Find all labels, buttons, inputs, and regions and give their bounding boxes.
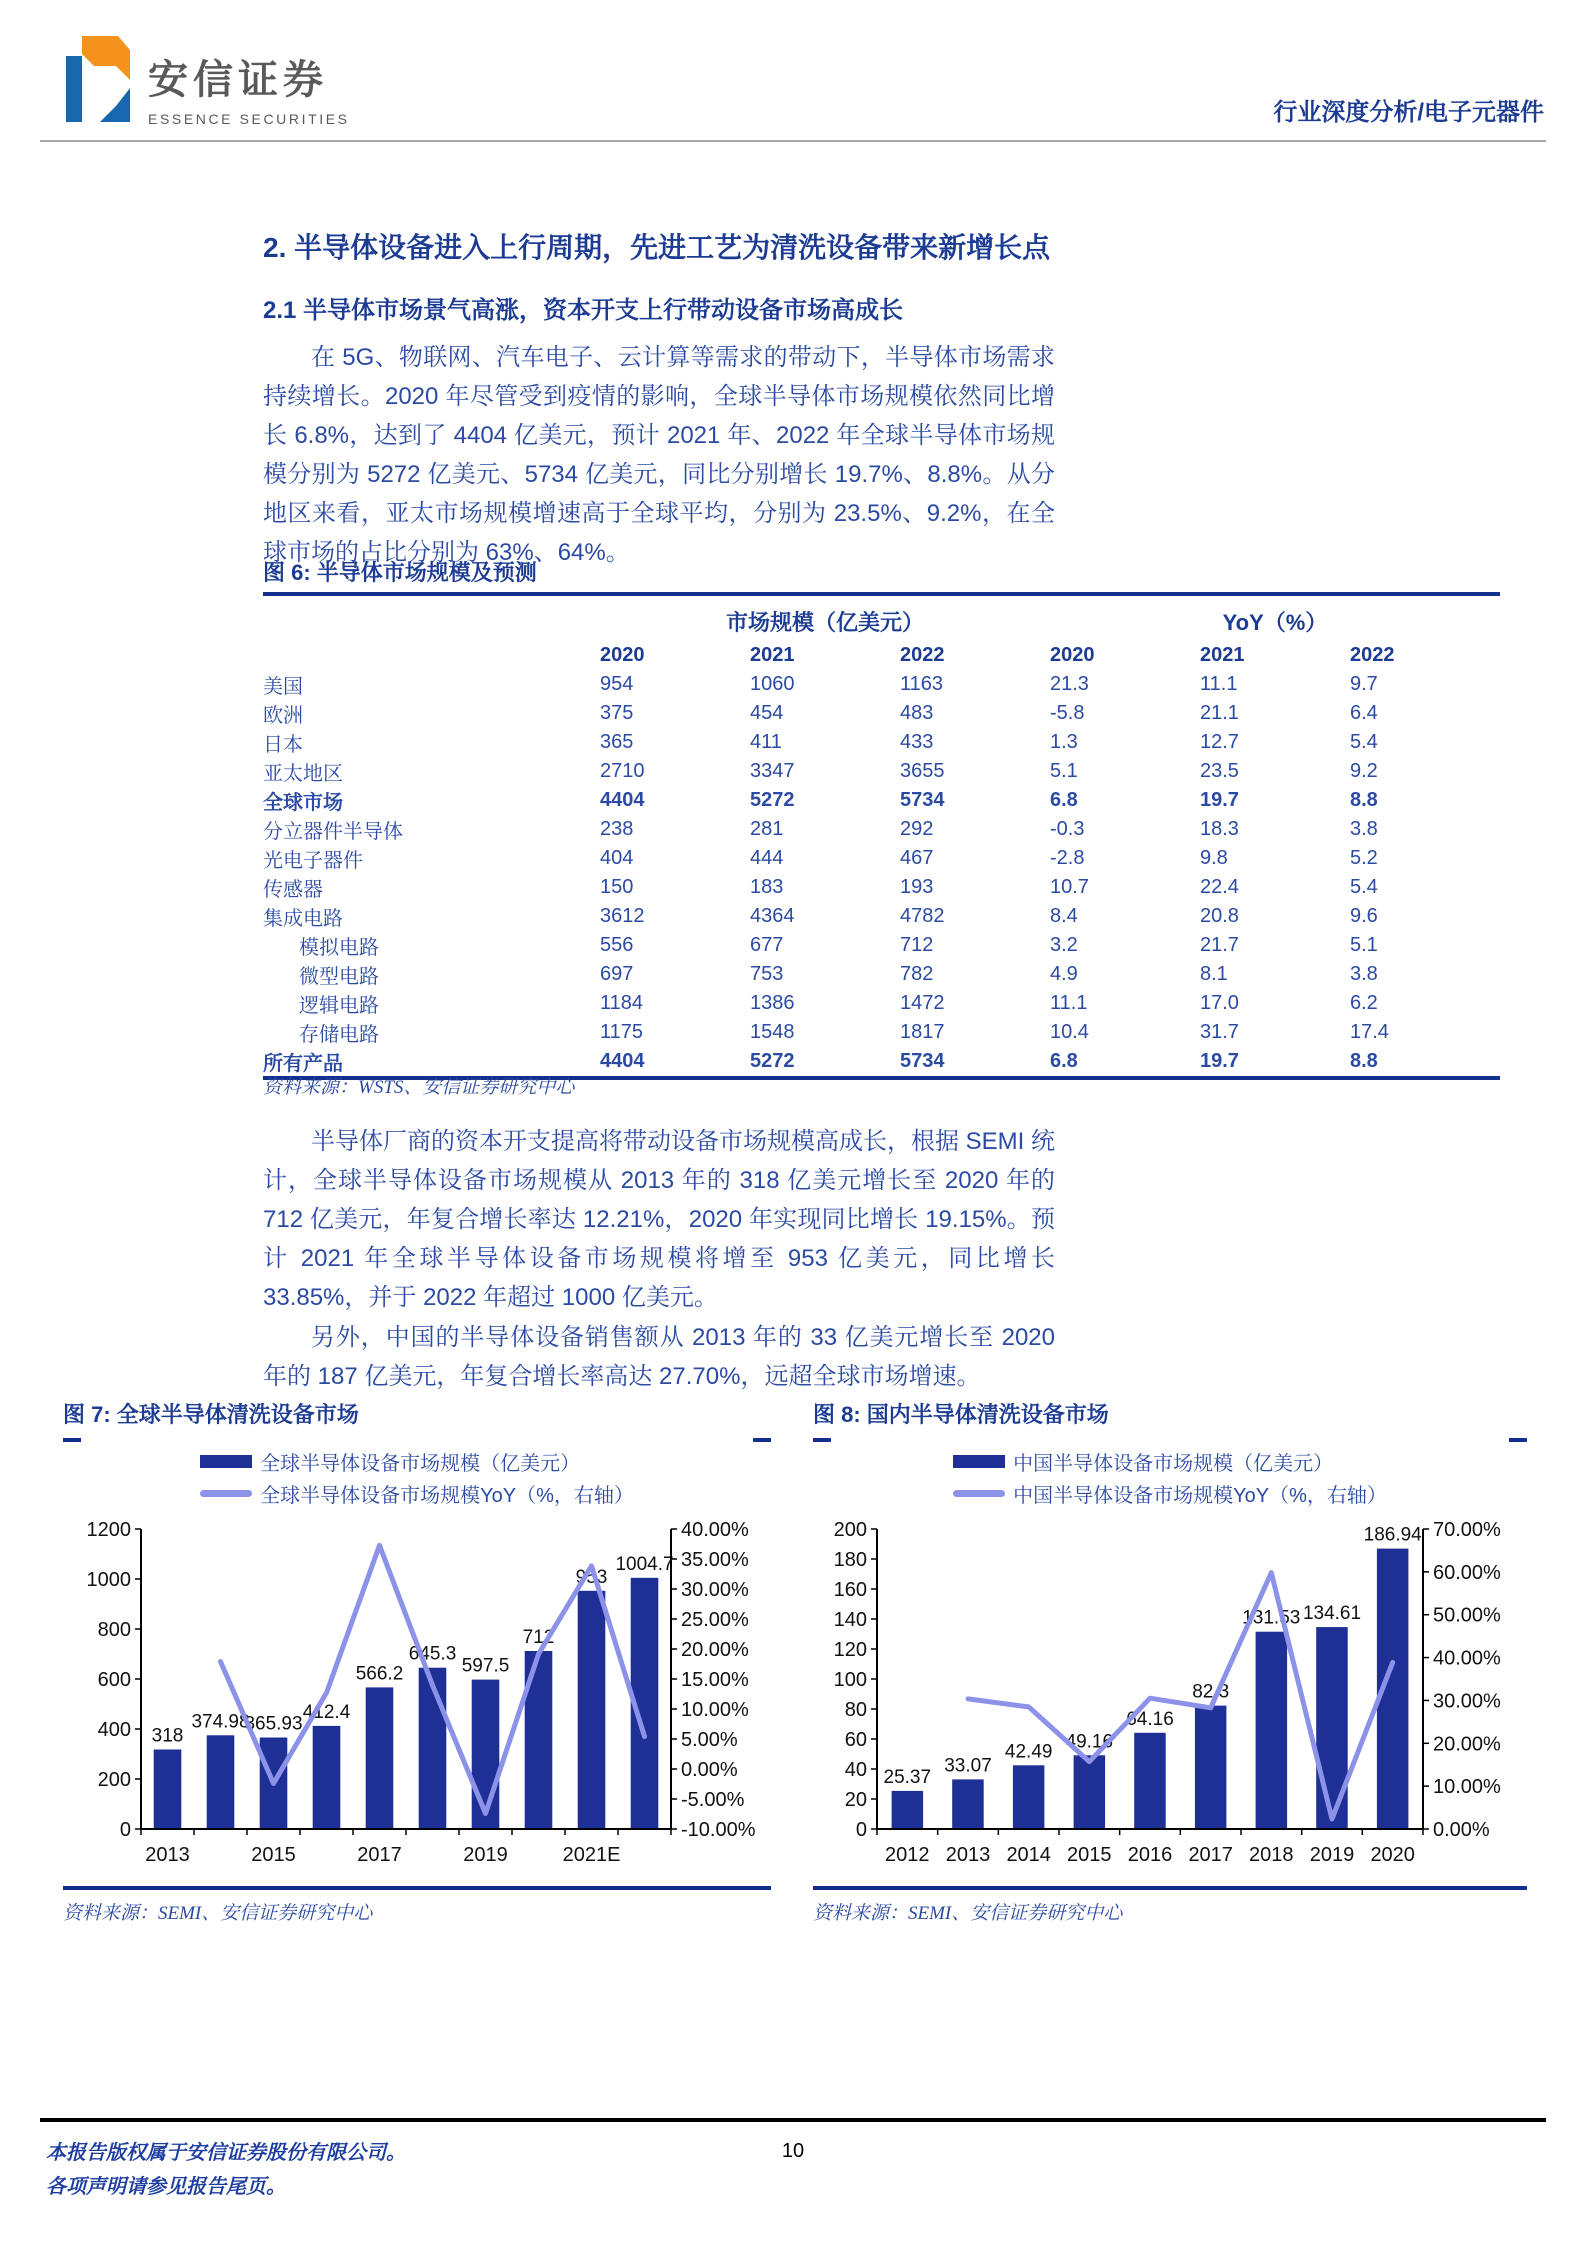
figure6-caption: 图 6: 半导体市场规模及预测 (263, 560, 537, 585)
row-label: 光电子器件 (263, 850, 363, 872)
svg-text:40.00%: 40.00% (1433, 1647, 1501, 1670)
brand-logo-icon (62, 36, 134, 122)
cell-value: 10.7 (1050, 876, 1089, 898)
cell-value: 6.4 (1350, 702, 1378, 724)
svg-text:2012: 2012 (885, 1844, 930, 1866)
svg-text:2018: 2018 (1249, 1844, 1294, 1866)
cell-value: 5272 (750, 1050, 795, 1072)
cell-value: 21.1 (1200, 702, 1239, 724)
svg-text:953: 953 (575, 1566, 608, 1588)
cell-value: 12.7 (1200, 731, 1239, 753)
brand-text (148, 36, 350, 127)
cell-value: 365 (600, 731, 634, 753)
cell-value: 4.9 (1050, 963, 1078, 985)
figure8-source-note: 资料来源：SEMI、安信证券研究中心 (813, 1903, 1123, 1924)
market-table (263, 602, 1500, 1080)
legend-label: 全球半导体设备市场规模YoY（%，右轴） (260, 1485, 634, 1507)
cell-value: 4782 (900, 905, 945, 927)
row-label: 传感器 (263, 879, 323, 901)
year-header-cell: 2021 (1200, 643, 1245, 666)
cell-value: 467 (900, 847, 934, 869)
table-row (263, 1018, 1500, 1047)
svg-text:-10.00%: -10.00% (681, 1819, 756, 1841)
svg-text:140: 140 (833, 1609, 867, 1631)
cell-value: 1184 (600, 992, 644, 1014)
legend-bar-series (200, 1447, 634, 1476)
svg-text:200: 200 (833, 1519, 867, 1541)
legend-line-series (200, 1479, 634, 1508)
svg-text:60: 60 (844, 1729, 867, 1751)
table-row (263, 902, 1500, 931)
svg-text:20.00%: 20.00% (1433, 1733, 1501, 1756)
svg-text:5.00%: 5.00% (681, 1729, 738, 1751)
cell-value: 9.6 (1350, 905, 1378, 927)
row-label: 全球市场 (263, 792, 343, 814)
svg-text:1004.7: 1004.7 (615, 1553, 674, 1575)
footer-line1: 本报告版权属于安信证券股份有限公司。 (46, 2142, 406, 2164)
caption-rule-dash (1509, 1438, 1527, 1442)
svg-text:64.16: 64.16 (1126, 1708, 1174, 1730)
svg-text:-5.00%: -5.00% (681, 1789, 745, 1811)
cell-value: 1.3 (1050, 731, 1078, 753)
svg-text:40.00%: 40.00% (681, 1519, 749, 1541)
cell-value: 2710 (600, 760, 645, 782)
svg-text:131.53: 131.53 (1242, 1607, 1301, 1629)
svg-text:2021E: 2021E (562, 1844, 621, 1866)
cell-value: 4404 (600, 789, 645, 811)
svg-text:30.00%: 30.00% (1433, 1690, 1501, 1713)
svg-text:1200: 1200 (86, 1519, 131, 1541)
caption-rule-dash (813, 1438, 831, 1442)
cell-value: 8.4 (1050, 905, 1078, 927)
svg-text:0.00%: 0.00% (1433, 1819, 1490, 1841)
year-header-cell: 2022 (900, 643, 945, 666)
svg-text:2017: 2017 (357, 1844, 402, 1866)
cell-value: -2.8 (1050, 847, 1085, 869)
footer-divider (40, 2118, 1546, 2122)
table-row (263, 960, 1500, 989)
cell-value: 11.1 (1200, 673, 1238, 695)
cell-value: 292 (900, 818, 934, 840)
table-source-note: 资料来源：WSTS、安信证券研究中心 (263, 1077, 575, 1098)
cell-value: 18.3 (1200, 818, 1239, 840)
figure8-block (813, 1398, 1527, 1925)
cell-value: 8.1 (1200, 963, 1228, 985)
cell-value: 954 (600, 673, 634, 695)
cell-value: 1175 (600, 1021, 644, 1043)
cell-value: 1817 (900, 1021, 945, 1043)
table-corner-cell (263, 602, 600, 640)
svg-text:2013: 2013 (945, 1844, 991, 1866)
svg-text:80: 80 (844, 1699, 867, 1721)
table-row (263, 728, 1500, 757)
cell-value: 454 (750, 702, 784, 724)
row-label: 欧洲 (263, 705, 303, 727)
cell-value: 5.1 (1050, 760, 1078, 782)
cell-value: 9.2 (1350, 760, 1378, 782)
row-label: 逻辑电路 (299, 995, 379, 1017)
cell-value: 281 (750, 818, 784, 840)
svg-text:2017: 2017 (1188, 1844, 1233, 1866)
cell-value: 5.4 (1350, 876, 1378, 898)
cell-value: 444 (750, 847, 784, 869)
cell-value: 22.4 (1200, 876, 1239, 898)
table-row (263, 815, 1500, 844)
svg-text:33.07: 33.07 (944, 1755, 992, 1777)
cell-value: 1386 (750, 992, 795, 1014)
figure7-block (63, 1398, 771, 1925)
svg-text:0.00%: 0.00% (681, 1759, 738, 1781)
figure8-caption: 图 8: 国内半导体清洗设备市场 (813, 1402, 1109, 1427)
year-header-cell: 2020 (600, 643, 645, 666)
cell-value: 20.8 (1200, 905, 1239, 927)
legend-bar-series (953, 1447, 1387, 1476)
cell-value: 677 (750, 934, 784, 956)
cell-value: 3347 (750, 760, 795, 782)
svg-text:597.5: 597.5 (461, 1655, 510, 1677)
svg-text:15.00%: 15.00% (681, 1669, 749, 1691)
cell-value: 375 (600, 702, 634, 724)
svg-text:566.2: 566.2 (355, 1663, 404, 1685)
paragraph: 另外，中国的半导体设备销售额从 2013 年的 33 亿美元增长至 2020 年的 187 亿美元，年复合增长率高达 27.70%，远超全球市场增速。 (263, 1324, 1055, 1390)
svg-text:49.16: 49.16 (1065, 1731, 1114, 1753)
svg-text:712: 712 (522, 1627, 555, 1648)
cell-value: 404 (600, 847, 634, 869)
svg-text:0: 0 (119, 1819, 131, 1841)
svg-text:600: 600 (97, 1669, 131, 1691)
cell-value: 753 (750, 963, 784, 985)
cell-value: 3.8 (1350, 963, 1378, 985)
caption-rule-dash (63, 1438, 81, 1442)
svg-text:800: 800 (97, 1619, 131, 1641)
table-row (263, 757, 1500, 786)
svg-text:2019: 2019 (1309, 1844, 1355, 1866)
cell-value: 5734 (900, 1050, 945, 1072)
cell-value: 9.8 (1200, 847, 1228, 869)
year-header-cell: 2021 (750, 643, 795, 666)
cell-value: 3655 (900, 760, 945, 782)
cell-value: 193 (900, 876, 934, 898)
cell-value: 5.2 (1350, 847, 1378, 869)
figure7-bottom-rule (63, 1886, 771, 1890)
cell-value: 150 (600, 876, 634, 898)
table-row (263, 699, 1500, 728)
row-label: 分立器件半导体 (263, 821, 403, 843)
cell-value: 1163 (900, 673, 944, 695)
svg-text:25.37: 25.37 (883, 1766, 932, 1788)
cell-value: 238 (600, 818, 634, 840)
cell-value: 19.7 (1200, 1050, 1239, 1072)
cell-value: 9.7 (1350, 673, 1378, 695)
table-row (263, 844, 1500, 873)
cell-value: 1060 (750, 673, 795, 695)
svg-text:35.00%: 35.00% (681, 1549, 749, 1571)
cell-value: 21.7 (1200, 934, 1239, 956)
row-label: 美国 (263, 676, 303, 698)
line-swatch-icon (200, 1490, 252, 1497)
cell-value: 17.0 (1200, 992, 1239, 1014)
figure6-caption-rule (263, 592, 1500, 596)
footer-line2: 各项声明请参见报告尾页。 (46, 2176, 286, 2198)
row-label: 存储电路 (299, 1024, 379, 1046)
svg-text:2014: 2014 (1006, 1844, 1051, 1866)
cell-value: 5272 (750, 789, 795, 811)
cell-value: 6.2 (1350, 992, 1378, 1014)
svg-text:0: 0 (855, 1819, 867, 1841)
svg-text:412.4: 412.4 (302, 1701, 351, 1723)
fig8-chart (813, 1511, 1527, 1871)
bar-swatch-icon (953, 1455, 1005, 1468)
row-label: 集成电路 (263, 908, 343, 930)
legend-line-series (953, 1479, 1387, 1508)
paragraph: 半导体厂商的资本开支提高将带动设备市场规模高成长，根据 SEMI 统计，全球半导体设备市场规模从 2013 年的 318 亿美元增长至 2020 年的 712 亿美元，年复合增长率达 12.21%，2020 年实现同比增长 19.15%。预计 2021 年全球半导体设备市场规模将增至 953 亿美元，同比增长 33.85%，并于 2022 年超过 1000 亿美元。 (263, 1128, 1056, 1311)
header-divider (40, 140, 1546, 142)
svg-text:2020: 2020 (1370, 1844, 1415, 1866)
section-heading: 2. 半导体设备进入上行周期，先进工艺为清洗设备带来新增长点 (263, 232, 1051, 263)
svg-text:160: 160 (833, 1579, 867, 1601)
cell-value: 6.8 (1050, 789, 1078, 811)
cell-value: 8.8 (1350, 1050, 1378, 1072)
cell-value: 1548 (750, 1021, 795, 1043)
cell-value: 183 (750, 876, 784, 898)
subsection-heading: 2.1 半导体市场景气高涨，资本开支上行带动设备市场高成长 (263, 297, 904, 324)
table-row (263, 931, 1500, 960)
svg-text:40: 40 (844, 1759, 867, 1781)
table-year-header-row (263, 640, 1500, 670)
svg-text:365.93: 365.93 (244, 1713, 303, 1735)
cell-value: 5.4 (1350, 731, 1378, 753)
row-label: 亚太地区 (263, 763, 343, 785)
cell-value: -5.8 (1050, 702, 1085, 724)
year-header-cell: 2020 (1050, 643, 1095, 666)
cell-value: 4404 (600, 1050, 645, 1072)
line-swatch-icon (953, 1490, 1005, 1497)
cell-value: 17.4 (1350, 1021, 1389, 1043)
caption-rule-dash (753, 1438, 771, 1442)
figure7-legend (200, 1447, 634, 1508)
cell-value: 3612 (600, 905, 645, 927)
brand-logo (62, 36, 350, 127)
figure8-legend (953, 1447, 1387, 1508)
cell-value: 1472 (900, 992, 945, 1014)
cell-value: 6.8 (1050, 1050, 1078, 1072)
svg-text:180: 180 (833, 1549, 867, 1571)
table-group-header-row (263, 602, 1500, 640)
cell-value: 483 (900, 702, 934, 724)
legend-label: 中国半导体设备市场规模YoY（%，右轴） (1013, 1485, 1387, 1507)
row-label: 所有产品 (263, 1053, 343, 1075)
svg-text:2013: 2013 (145, 1844, 190, 1866)
cell-value: 712 (900, 934, 934, 956)
svg-text:200: 200 (97, 1769, 131, 1791)
svg-text:2019: 2019 (463, 1844, 508, 1866)
fig7-chart (63, 1511, 771, 1871)
market-table-body (263, 670, 1500, 1078)
svg-text:70.00%: 70.00% (1433, 1519, 1501, 1541)
cell-value: 5734 (900, 789, 945, 811)
cell-value: 411 (750, 731, 782, 753)
svg-text:2016: 2016 (1127, 1844, 1173, 1866)
legend-label: 中国半导体设备市场规模（亿美元） (1013, 1453, 1334, 1475)
svg-text:10.00%: 10.00% (681, 1699, 749, 1721)
cell-value: 697 (600, 963, 634, 985)
svg-text:82.3: 82.3 (1192, 1681, 1230, 1703)
svg-text:30.00%: 30.00% (681, 1579, 749, 1601)
brand-name-en: ESSENCE SECURITIES (148, 111, 350, 127)
svg-text:400: 400 (97, 1719, 131, 1741)
row-label: 模拟电路 (299, 937, 379, 959)
svg-text:60.00%: 60.00% (1433, 1561, 1501, 1584)
cell-value: 782 (900, 963, 934, 985)
cell-value: 19.7 (1200, 789, 1239, 811)
svg-text:100: 100 (833, 1669, 867, 1691)
row-label: 日本 (263, 734, 303, 756)
svg-text:20: 20 (844, 1789, 867, 1811)
page-number: 10 (781, 2140, 805, 2162)
table-row (263, 873, 1500, 902)
svg-text:50.00%: 50.00% (1433, 1604, 1501, 1627)
paragraph: 在 5G、物联网、汽车电子、云计算等需求的带动下，半导体市场需求持续增长。2020 年尽管受到疫情的影响，全球半导体市场规模依然同比增长 6.8%，达到了 4404 亿美元，预计 2021 年、2022 年全球半导体市场规模分别为 5272 亿美元、5734 亿美元，同比分别增长 19.7%、8.8%。从分地区来看，亚太市场规模增速高于全球平均，分别为 23.5%、9.2%，在全球市场的占比分别为 63%、64%。 (263, 344, 1055, 566)
cell-value: 31.7 (1200, 1021, 1239, 1043)
cell-value: 433 (900, 731, 934, 753)
svg-text:134.61: 134.61 (1302, 1603, 1362, 1625)
figure7-caption: 图 7: 全球半导体清洗设备市场 (63, 1402, 359, 1427)
cell-value: 8.8 (1350, 789, 1378, 811)
figure8-chart-container (813, 1511, 1527, 1876)
svg-text:2015: 2015 (251, 1844, 296, 1866)
row-label: 微型电路 (299, 966, 379, 988)
cell-value: 21.3 (1050, 673, 1089, 695)
group-header-yoy: YoY（%） (1222, 609, 1328, 635)
cell-value: -0.3 (1050, 818, 1085, 840)
cell-value: 11.1 (1050, 992, 1088, 1014)
figure8-bottom-rule (813, 1886, 1527, 1890)
svg-text:186.94: 186.94 (1363, 1524, 1422, 1546)
cell-value: 23.5 (1200, 760, 1239, 782)
year-header-empty (263, 640, 600, 670)
table-row (263, 989, 1500, 1018)
table-row (263, 786, 1500, 815)
svg-text:2015: 2015 (1067, 1844, 1112, 1866)
legend-label: 全球半导体设备市场规模（亿美元） (260, 1453, 581, 1475)
figure7-chart-container (63, 1511, 771, 1876)
cell-value: 3.8 (1350, 818, 1378, 840)
cell-value: 3.2 (1050, 934, 1078, 956)
figure7-source-note: 资料来源：SEMI、安信证券研究中心 (63, 1903, 373, 1924)
table-row (263, 670, 1500, 699)
cell-value: 4364 (750, 905, 795, 927)
svg-text:1000: 1000 (86, 1569, 131, 1591)
cell-value: 10.4 (1050, 1021, 1089, 1043)
cell-value: 556 (600, 934, 634, 956)
report-type-label: 行业深度分析/电子元器件 (1273, 99, 1544, 126)
svg-text:10.00%: 10.00% (1433, 1776, 1501, 1799)
year-header-cell: 2022 (1350, 643, 1395, 666)
svg-text:25.00%: 25.00% (681, 1609, 749, 1631)
group-header-market-size: 市场规模（亿美元） (725, 609, 924, 635)
cell-value: 5.1 (1350, 934, 1378, 956)
svg-text:42.49: 42.49 (1004, 1741, 1053, 1763)
svg-text:20.00%: 20.00% (681, 1639, 749, 1661)
svg-text:645.3: 645.3 (408, 1643, 457, 1665)
svg-text:120: 120 (833, 1639, 867, 1661)
svg-text:374.98: 374.98 (191, 1711, 250, 1733)
bar-swatch-icon (200, 1455, 252, 1468)
brand-name-cn: 安信证券 (148, 58, 328, 102)
svg-text:318: 318 (151, 1725, 184, 1747)
